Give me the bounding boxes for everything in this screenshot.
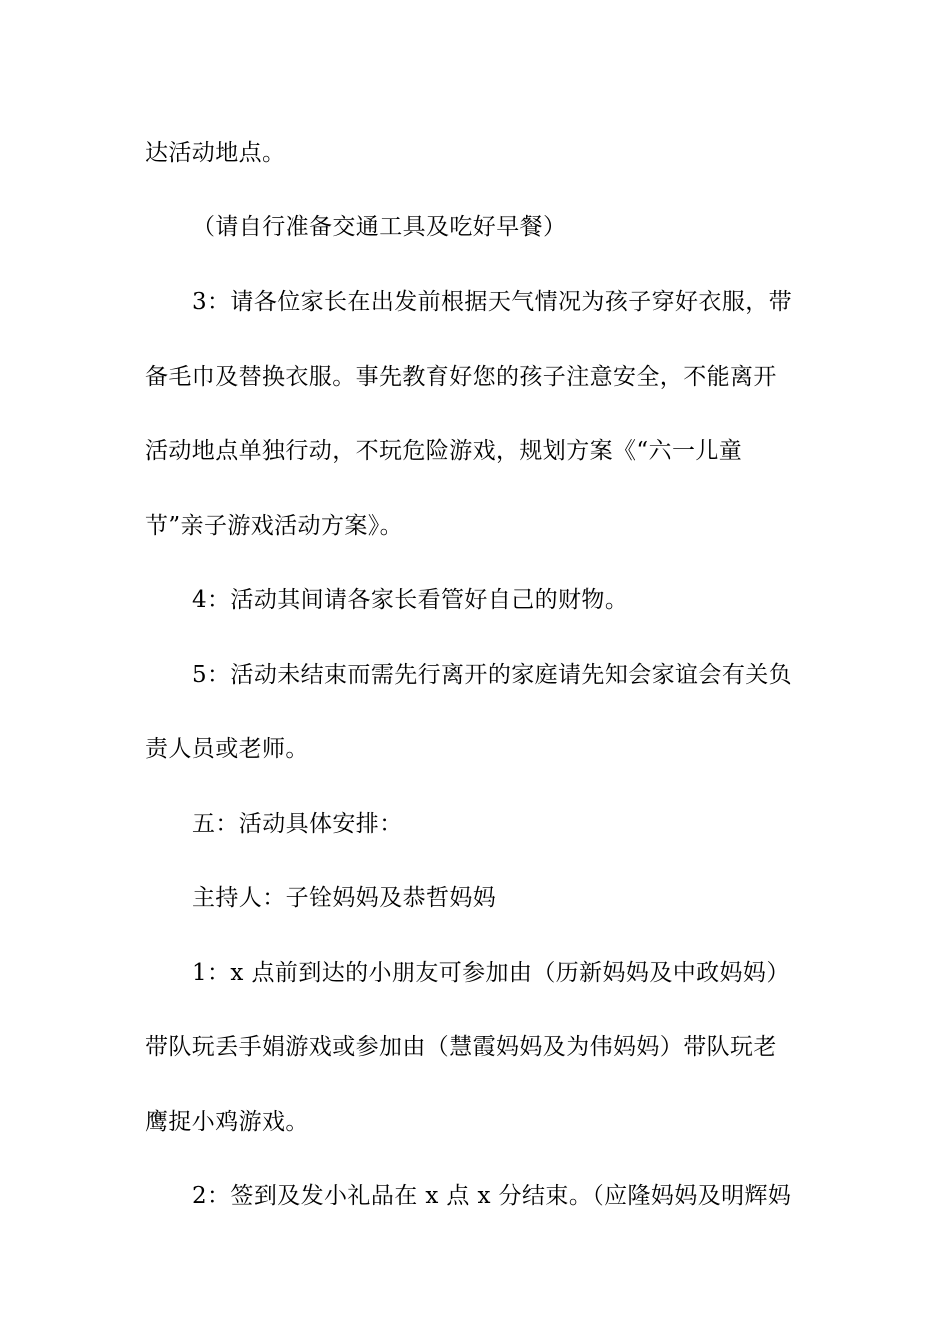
text-line-2: （请自行准备交通工具及吃好早餐） — [192, 214, 567, 240]
text-line-3: 3：请各位家长在出发前根据天气情况为孩子穿好衣服，带 — [192, 289, 793, 315]
section-heading: 五：活动具体安排： — [192, 811, 403, 837]
text-line-5: 活动地点单独行动，不玩危险游戏，规划方案《“六一儿童 — [145, 438, 743, 464]
text-line-14: 鹰捉小鸡游戏。 — [145, 1109, 309, 1135]
text-line-15: 2：签到及发小礼品在 x 点 x 分结束。（应隆妈妈及明辉妈 — [192, 1183, 792, 1209]
text-line-6: 节”亲子游戏活动方案》。 — [145, 513, 404, 539]
text-line-7: 4：活动其间请各家长看管好自己的财物。 — [192, 587, 629, 613]
text-line-9: 责人员或老师。 — [145, 736, 309, 762]
text-line-4: 备毛巾及替换衣服。事先教育好您的孩子注意安全，不能离开 — [145, 364, 777, 390]
text-line-8: 5：活动未结束而需先行离开的家庭请先知会家谊会有关负 — [192, 662, 793, 688]
text-line-12: 1：x 点前到达的小朋友可参加由（历新妈妈及中政妈妈） — [192, 960, 790, 986]
text-line-13: 带队玩丢手娟游戏或参加由（慧霞妈妈及为伟妈妈）带队玩老 — [145, 1034, 777, 1060]
text-line-11: 主持人：子铨妈妈及恭哲妈妈 — [192, 885, 497, 911]
text-line-1: 达活动地点。 — [145, 140, 286, 166]
